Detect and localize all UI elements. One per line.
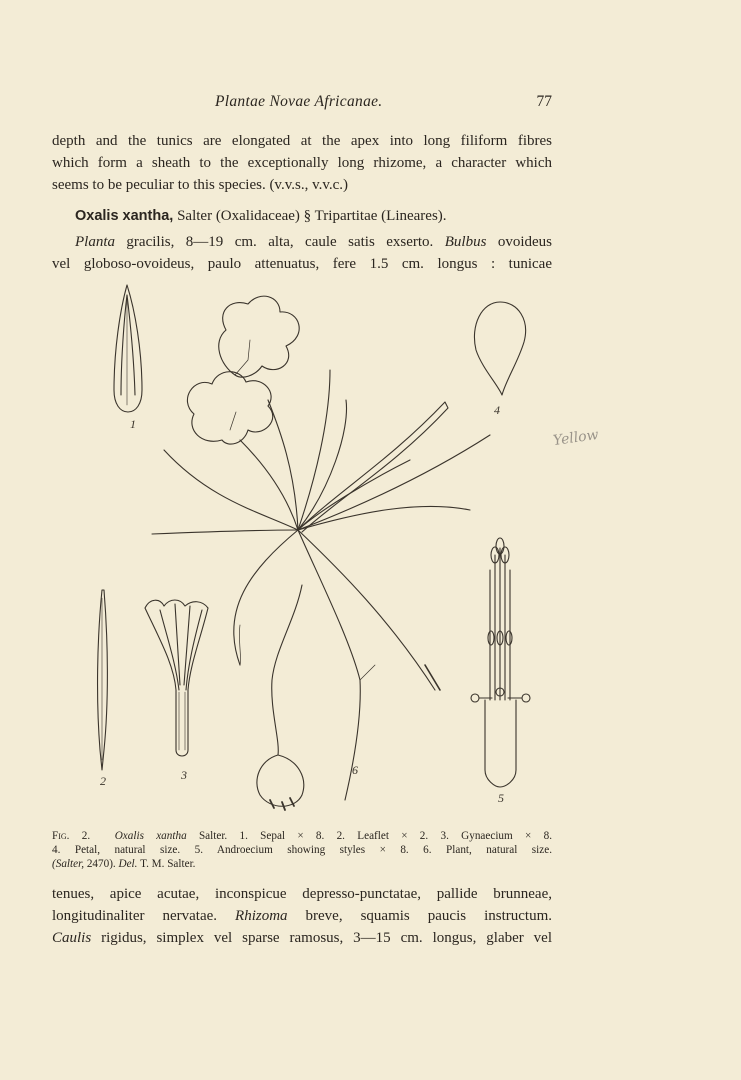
caption-line: [52, 829, 552, 843]
text-span: 2470).: [84, 858, 119, 870]
text-span: breve, squamis paucis instructum.: [287, 908, 552, 924]
text-span: T. M. Salter.: [137, 858, 196, 870]
italic-term: Planta: [75, 234, 115, 250]
handwritten-note: Yellow: [552, 426, 600, 450]
figure-number-3: 3: [181, 768, 187, 782]
species-name: Oxalis xantha,: [75, 208, 174, 224]
italic-term: Bulbus: [444, 234, 487, 250]
text-line: tenues, apice acutae, inconspicue depresso-punctatae, pallide brunneae,: [52, 886, 552, 902]
species-heading: [75, 208, 447, 225]
text-line: [52, 927, 552, 949]
text-line: [52, 231, 552, 253]
botanical-figure: [90, 280, 570, 825]
paragraph-2: [52, 231, 552, 275]
paragraph-3: [52, 883, 552, 949]
gynaecium-drawing: [145, 600, 208, 782]
figure-number-6: 6: [352, 763, 358, 777]
text-line: vel globoso-ovoideus, paulo attenuatus, fere 1.5 cm. longus : tunicae: [52, 256, 552, 272]
text-span: longitudinaliter nervatae.: [52, 908, 236, 924]
androecium-drawing: [471, 538, 530, 805]
running-head: [52, 93, 552, 113]
page-number: 77: [536, 93, 552, 110]
figure-number-4: 4: [494, 403, 500, 417]
figure-label: Fig. 2.: [52, 830, 91, 842]
figure-number-5: 5: [498, 791, 504, 805]
running-title: Plantae Novae Africanae.: [215, 93, 383, 110]
caption-species: Oxalis xantha: [114, 830, 187, 842]
figure-number-1: 1: [130, 417, 136, 431]
caption-line: 4. Petal, natural size. 5. Androecium showing styles × 8. 6. Plant, natural size.: [52, 844, 552, 856]
plant-drawing: [152, 296, 490, 810]
italic-term: (Salter,: [52, 858, 85, 870]
text-span: gracilis, 8—19 cm. alta, caule satis exserto.: [115, 234, 445, 250]
italic-term: Caulis: [52, 930, 92, 946]
figure-caption: [52, 829, 552, 871]
text-line: depth and the tunics are elongated at the apex into long filiform fibres: [52, 133, 552, 149]
text-span: rigidus, simplex vel sparse ramosus, 3—15 cm. longus, glaber vel: [91, 930, 552, 946]
paragraph-1: [52, 130, 552, 196]
caption-line: [52, 857, 552, 871]
leaflet-drawing: [98, 590, 108, 788]
species-authority: Salter (Oxalidaceae) § Tripartitae (Lineares).: [173, 208, 447, 224]
petal-drawing: [474, 302, 525, 417]
text-line: [52, 905, 552, 927]
plant-illustration: [90, 280, 570, 825]
text-span: ovoideus: [486, 234, 553, 250]
figure-number-2: 2: [100, 774, 106, 788]
text-span: Salter. 1. Sepal × 8. 2. Leaflet × 2. 3. Gynaecium × 8.: [186, 830, 552, 842]
italic-term: Rhizoma: [235, 908, 288, 924]
text-line: which form a sheath to the exceptionally long rhizome, a character which: [52, 155, 552, 171]
sepal-drawing: [114, 285, 142, 431]
text-line: seems to be peculiar to this species. (v.v.s., v.v.c.): [52, 177, 349, 193]
italic-term: Del.: [118, 858, 138, 870]
